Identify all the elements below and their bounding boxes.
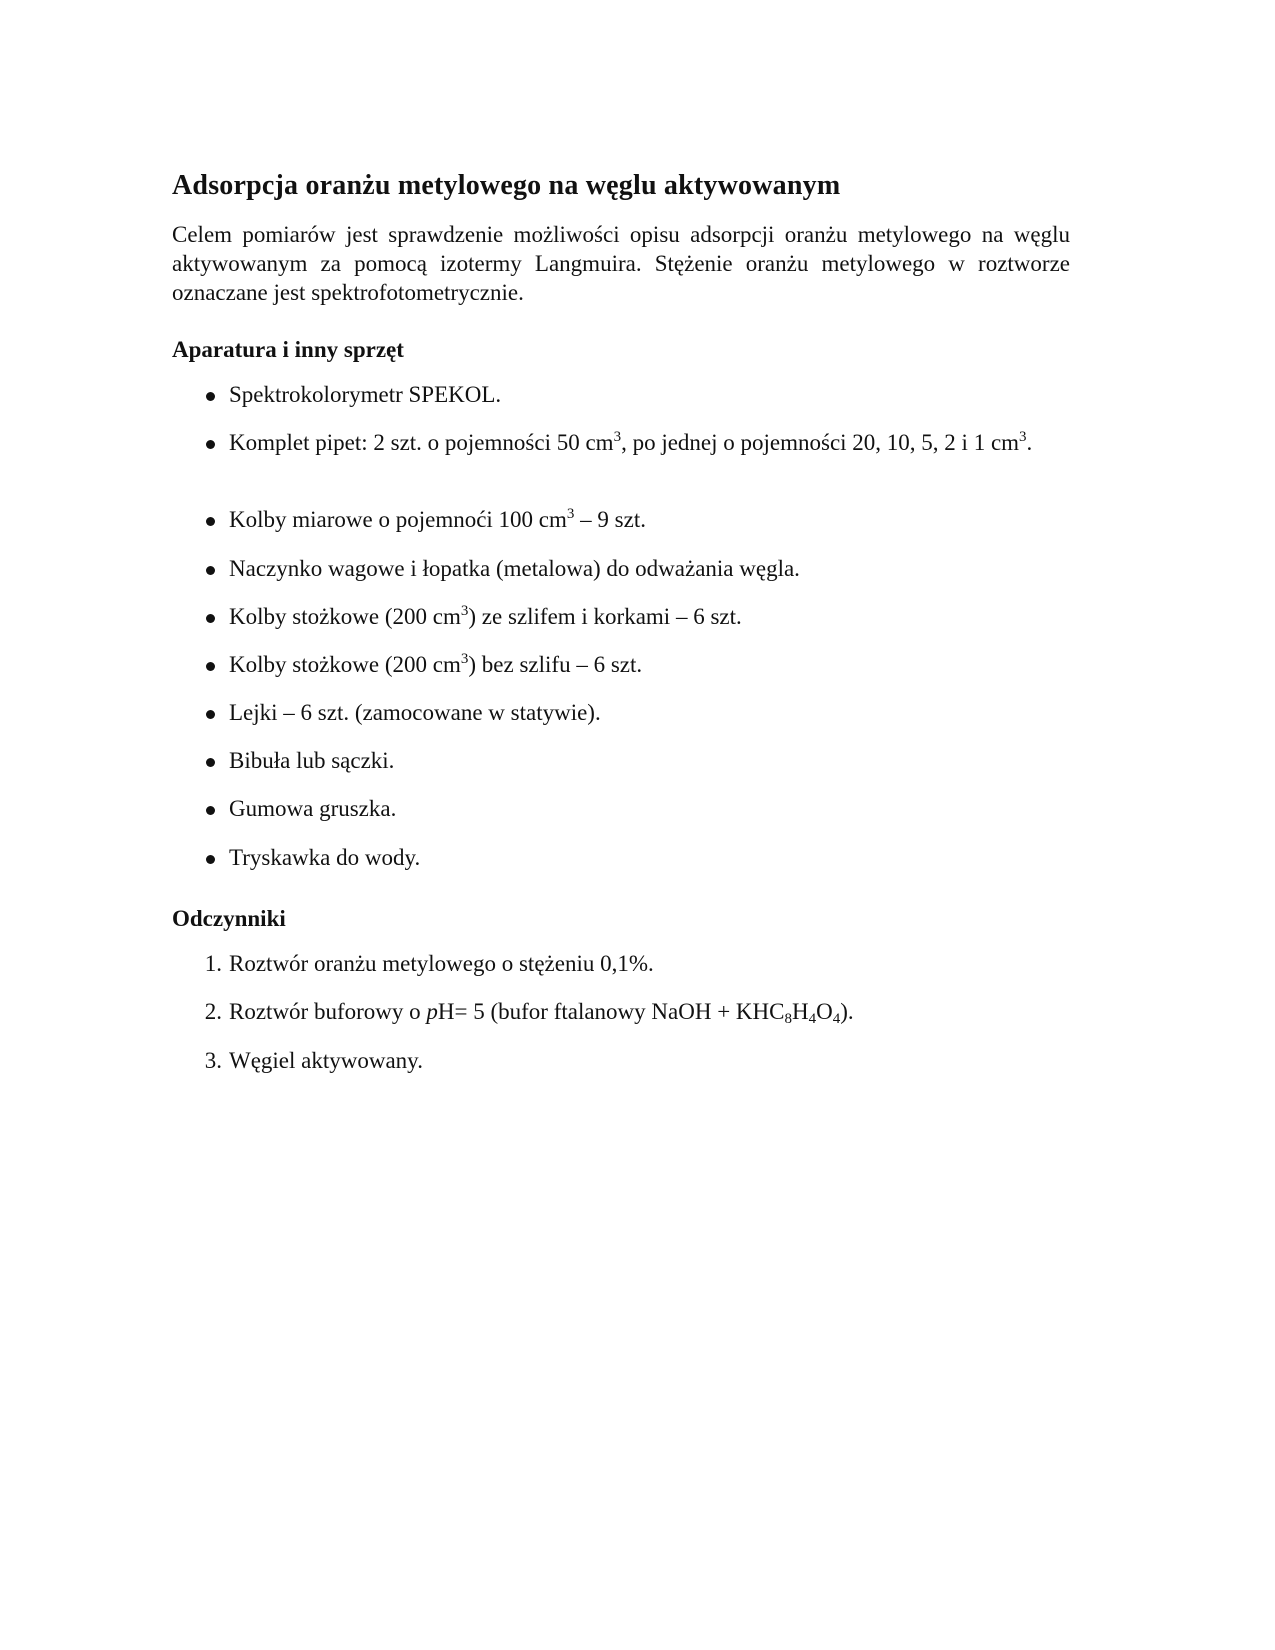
list-item: Komplet pipet: 2 szt. o pojemności 50 $cm^3$, po jednej o pojemności 20, 10, 5, 2 i 1 $cm^3$. xyxy=(172,429,1070,457)
item-number: 3. xyxy=(204,1048,222,1073)
document-title: Adsorpcja oranżu metylowego na węglu aktywowanym xyxy=(172,170,841,201)
list-item: Kolby stożkowe (200 $cm^3$) bez szlifu – 6 szt. xyxy=(172,651,1070,679)
bullet-icon xyxy=(206,614,215,623)
bullet-icon xyxy=(206,662,215,671)
bullet-icon xyxy=(206,855,215,864)
list-item: Bibuła lub sączki. xyxy=(172,747,1070,775)
item-number: 1. xyxy=(204,951,222,976)
list-item: Lejki – 6 szt. (zamocowane w statywie). xyxy=(172,699,1070,727)
list-item: Naczynko wagowe i łopatka (metalowa) do odważania węgla. xyxy=(172,555,1070,583)
section-heading-apparatus: Aparatura i inny sprzęt xyxy=(172,337,404,362)
list-item: 1. Roztwór oranżu metylowego o stężeniu 0,1%. xyxy=(172,950,1070,978)
bullet-icon xyxy=(206,440,215,449)
list-item: Kolby stożkowe (200 $cm^3$) ze szlifem i korkami – 6 szt. xyxy=(172,603,1070,631)
list-item: Tryskawka do wody. xyxy=(172,844,1070,872)
bullet-icon xyxy=(206,566,215,575)
item-number: 2. xyxy=(204,999,222,1024)
list-item: 2. Roztwór buforowy o pH= 5 (bufor ftalanowy NaOH + $KHC_8H_4O_4$). xyxy=(172,998,1070,1026)
list-item: Spektrokolorymetr SPEKOL. xyxy=(172,381,1070,409)
list-item: 3. Węgiel aktywowany. xyxy=(172,1047,1070,1075)
bullet-icon xyxy=(206,758,215,767)
section-heading-reagents: Odczynniki xyxy=(172,906,286,931)
bullet-icon xyxy=(206,806,215,815)
bullet-icon xyxy=(206,392,215,401)
bullet-icon xyxy=(206,517,215,526)
list-item: Gumowa gruszka. xyxy=(172,795,1070,823)
list-item: Kolby miarowe o pojemnoći 100 $cm^3 - 9$ szt. xyxy=(172,506,1070,534)
intro-paragraph: Celem pomiarów jest sprawdzenie możliwości opisu adsorpcji oranżu metylowego na węglu aktywowanym za pomocą izotermy Langmuira. Stężenie oranżu metylowego w roztworze oznaczane jest spektrofotometrycznie. xyxy=(172,222,1070,305)
bullet-icon xyxy=(206,710,215,719)
